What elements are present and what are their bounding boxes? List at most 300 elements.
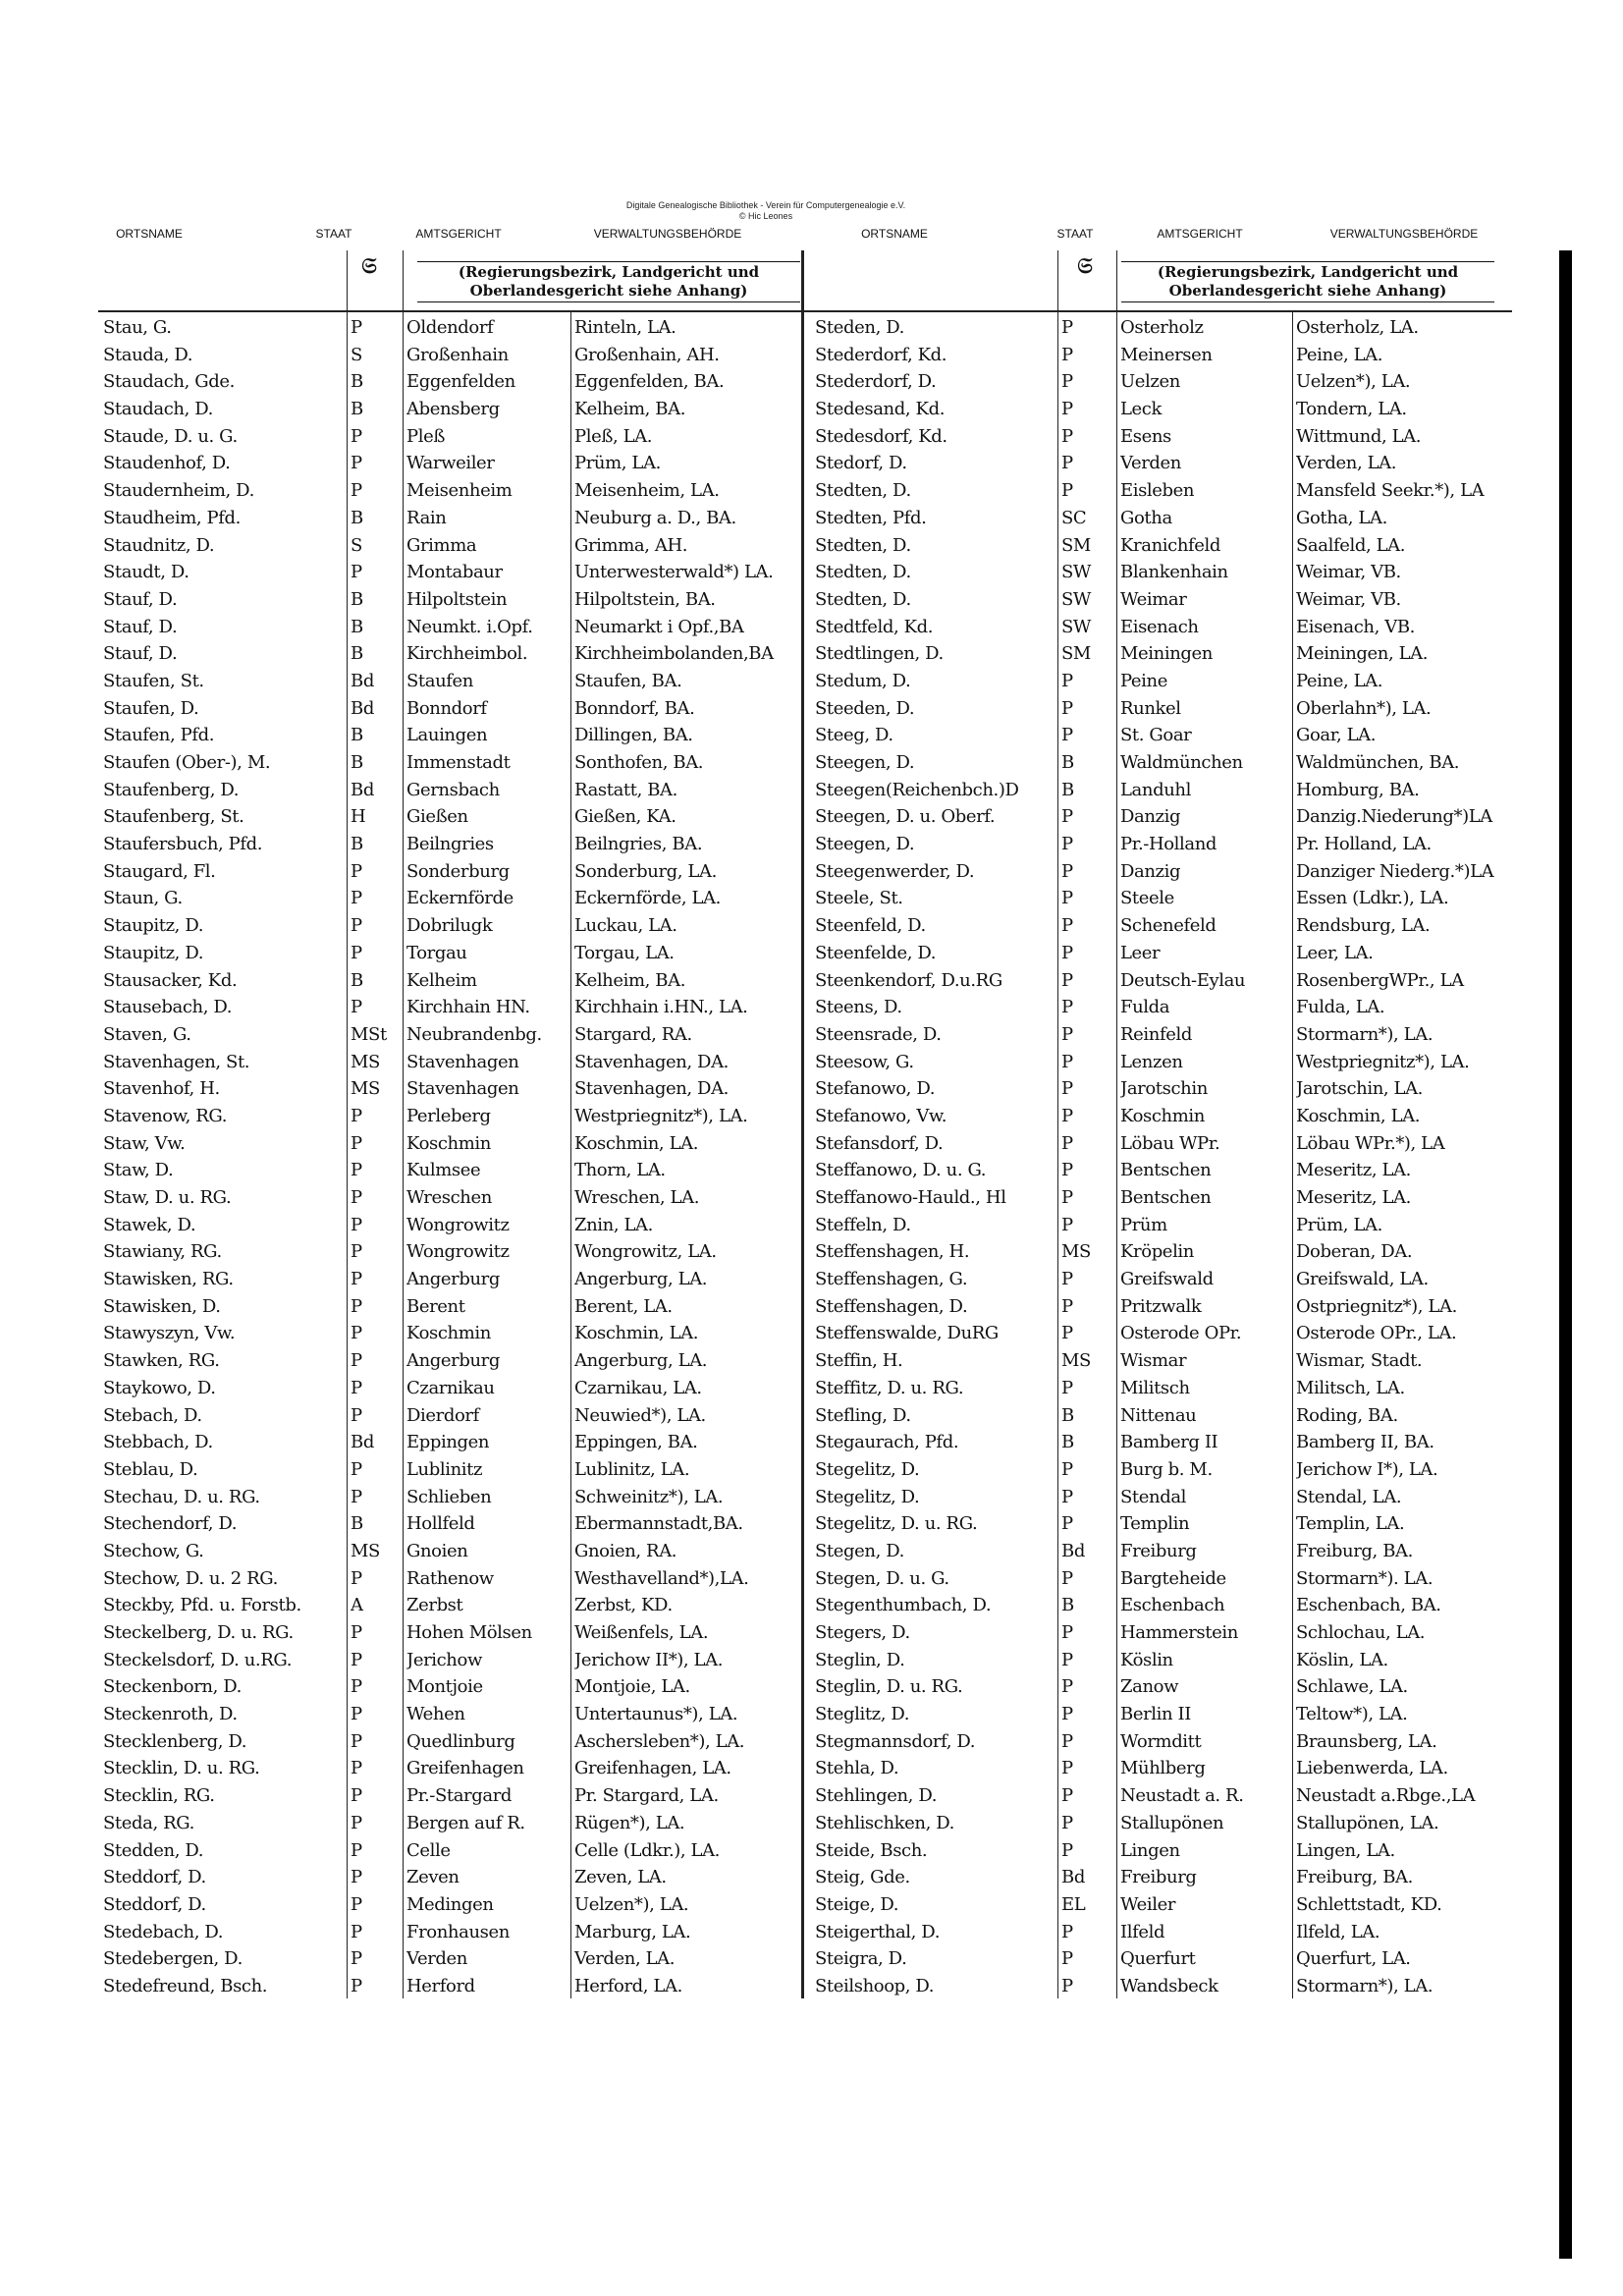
amtsgericht-cell: Lenzen	[1120, 1051, 1183, 1072]
amtsgericht-cell: Celle	[406, 1839, 451, 1861]
staat-cell: P	[1061, 453, 1073, 474]
table-row	[815, 1565, 1512, 1593]
ortsname-cell: Stedebergen, D.	[103, 1948, 243, 1970]
verwaltungsbehoerde-cell: Westpriegnitz*), LA.	[1296, 1051, 1470, 1072]
staat-cell: SM	[1061, 643, 1091, 665]
table-row	[103, 614, 800, 641]
verwaltungsbehoerde-cell: Neuwied*), LA.	[574, 1404, 706, 1426]
ortsname-cell: Staykowo, D.	[103, 1377, 216, 1398]
amtsgericht-cell: Greifswald	[1120, 1269, 1214, 1290]
ortsname-cell: Steeg, D.	[815, 725, 893, 746]
amtsgericht-cell: Gernsbach	[406, 779, 500, 800]
amtsgericht-cell: Danzig	[1120, 860, 1181, 882]
verwaltungsbehoerde-cell: Aschersleben*), LA.	[574, 1730, 745, 1752]
amtsgericht-cell: Stendal	[1120, 1486, 1187, 1507]
table-row	[103, 505, 800, 532]
ortsname-cell: Stegelitz, D.	[815, 1458, 920, 1480]
staat-cell: P	[1061, 1486, 1073, 1507]
amtsgericht-cell: Stavenhagen	[406, 1051, 519, 1072]
ortsname-cell: Steenkendorf, D.u.RG	[815, 969, 1002, 991]
amtsgericht-cell: Eggenfelden	[406, 371, 515, 393]
staat-cell: P	[1061, 1812, 1073, 1833]
staat-cell: SW	[1061, 588, 1092, 610]
verwaltungsbehoerde-cell: Gießen, KA.	[574, 806, 676, 828]
amtsgericht-cell: Kulmsee	[406, 1160, 481, 1181]
left-header-verwaltung: VERWALTUNGSBEHÖRDE	[593, 227, 742, 241]
staat-cell: P	[1061, 425, 1073, 447]
amtsgericht-cell: Burg b. M.	[1120, 1458, 1213, 1480]
right-header-amtsgericht: AMTSGERICHT	[1157, 227, 1243, 241]
staat-cell: P	[351, 1785, 362, 1807]
amtsgericht-cell: Verden	[406, 1948, 467, 1970]
verwaltungsbehoerde-cell: Mansfeld Seekr.*), LA	[1296, 480, 1485, 502]
table-row	[103, 1673, 800, 1701]
staat-cell: P	[1061, 1187, 1073, 1208]
amtsgericht-cell: Rain	[406, 507, 447, 528]
ortsname-cell: Stebach, D.	[103, 1404, 202, 1426]
verwaltungsbehoerde-cell: Eckernförde, LA.	[574, 888, 721, 909]
verwaltungsbehoerde-cell: Verden, LA.	[1296, 453, 1397, 474]
amtsgericht-cell: Templin	[1120, 1513, 1190, 1535]
table-row	[815, 1347, 1512, 1375]
amtsgericht-cell: Gnoien	[406, 1540, 468, 1561]
staat-cell: P	[1061, 1051, 1073, 1072]
amtsgericht-cell: Berent	[406, 1295, 465, 1317]
ortsname-cell: Stechow, D. u. 2 RG.	[103, 1567, 278, 1589]
staat-cell: MS	[351, 1051, 380, 1072]
amtsgericht-cell: Stavenhagen	[406, 1078, 519, 1100]
ortsname-cell: Staudenhof, D.	[103, 453, 231, 474]
staat-cell: MS	[351, 1540, 380, 1561]
verwaltungsbehoerde-cell: Torgau, LA.	[574, 942, 675, 963]
ortsname-cell: Stawiany, RG.	[103, 1241, 222, 1263]
table-row	[103, 1510, 800, 1538]
table-row	[815, 1673, 1512, 1701]
table-row	[815, 423, 1512, 451]
table-row	[815, 1945, 1512, 1973]
ortsname-cell: Steesow, G.	[815, 1051, 914, 1072]
staat-cell: MS	[1061, 1241, 1091, 1263]
staat-cell: P	[351, 1132, 362, 1154]
amtsgericht-cell: Reinfeld	[1120, 1023, 1192, 1045]
ortsname-cell: Stauda, D.	[103, 344, 193, 365]
staat-cell: S	[351, 534, 362, 556]
verwaltungsbehoerde-cell: Ostpriegnitz*), LA.	[1296, 1295, 1457, 1317]
amtsgericht-cell: Angerburg	[406, 1269, 501, 1290]
scan-edge-bar	[1559, 250, 1572, 2259]
verwaltungsbehoerde-cell: Doberan, DA.	[1296, 1241, 1413, 1263]
staat-cell: B	[351, 643, 363, 665]
ortsname-cell: Stedefreund, Bsch.	[103, 1975, 268, 1996]
verwaltungsbehoerde-cell: Angerburg, LA.	[574, 1350, 708, 1372]
verwaltungsbehoerde-cell: Danzig.Niederung*)LA	[1296, 806, 1492, 828]
amtsgericht-cell: Leck	[1120, 399, 1162, 420]
table-row	[103, 1919, 800, 1946]
verwaltungsbehoerde-cell: Beilngries, BA.	[574, 834, 703, 855]
verwaltungsbehoerde-cell: Unterwesterwald*) LA.	[574, 562, 774, 583]
verwaltungsbehoerde-cell: Herford, LA.	[574, 1975, 682, 1996]
amtsgericht-cell: Mühlberg	[1120, 1758, 1206, 1779]
table-row	[815, 1320, 1512, 1347]
verwaltungsbehoerde-cell: Köslin, LA.	[1296, 1649, 1388, 1670]
ortsname-cell: Stawisken, RG.	[103, 1269, 234, 1290]
table-row	[103, 722, 800, 749]
verwaltungsbehoerde-cell: Osterode OPr., LA.	[1296, 1323, 1457, 1344]
verwaltungsbehoerde-cell: Stargard, RA.	[574, 1023, 692, 1045]
amtsgericht-cell: Angerburg	[406, 1350, 501, 1372]
verwaltungsbehoerde-cell: Braunsberg, LA.	[1296, 1730, 1437, 1752]
ortsname-cell: Staufenberg, St.	[103, 806, 244, 828]
amtsgericht-cell: Abensberg	[406, 399, 500, 420]
ortsname-cell: Steckenborn, D.	[103, 1676, 242, 1698]
verwaltungsbehoerde-cell: Teltow*), LA.	[1296, 1704, 1408, 1725]
staat-cell: Bd	[351, 670, 374, 691]
left-staat-symbol: 𝔖	[361, 253, 377, 279]
ortsname-cell: Steda, RG.	[103, 1812, 194, 1833]
amtsgericht-cell: Dierdorf	[406, 1404, 479, 1426]
staat-cell: S	[351, 344, 362, 365]
right-gazetteer-table	[815, 314, 1512, 2000]
staat-cell: P	[351, 997, 362, 1018]
staat-cell: B	[351, 969, 363, 991]
verwaltungsbehoerde-cell: Wismar, Stadt.	[1296, 1350, 1423, 1372]
ortsname-cell: Stebbach, D.	[103, 1432, 213, 1453]
table-row	[103, 1456, 800, 1484]
table-row	[815, 1592, 1512, 1619]
amtsgericht-cell: Köslin	[1120, 1649, 1173, 1670]
table-row	[103, 1810, 800, 1837]
staat-cell: P	[1061, 888, 1073, 909]
staat-cell: P	[351, 1377, 362, 1398]
verwaltungsbehoerde-cell: Schlochau, LA.	[1296, 1622, 1426, 1643]
ortsname-cell: Steige, D.	[815, 1893, 899, 1915]
table-row	[103, 1212, 800, 1239]
staat-cell: P	[351, 1350, 362, 1372]
table-row	[815, 1510, 1512, 1538]
verwaltungsbehoerde-cell: Sonthofen, BA.	[574, 752, 704, 773]
staat-cell: P	[1061, 1730, 1073, 1752]
verwaltungsbehoerde-cell: Freiburg, BA.	[1296, 1867, 1413, 1888]
amtsgericht-cell: Bentschen	[1120, 1160, 1212, 1181]
verwaltungsbehoerde-cell: Staufen, BA.	[574, 670, 682, 691]
table-row	[103, 1157, 800, 1184]
verwaltungsbehoerde-cell: Berent, LA.	[574, 1295, 673, 1317]
staat-cell: SW	[1061, 616, 1092, 637]
verwaltungsbehoerde-cell: Schweinitz*), LA.	[574, 1486, 724, 1507]
staat-cell: B	[1061, 752, 1074, 773]
table-row	[815, 803, 1512, 831]
staat-cell: P	[1061, 1975, 1073, 1996]
ortsname-cell: Staufen (Ober-), M.	[103, 752, 271, 773]
ortsname-cell: Staudernheim, D.	[103, 480, 254, 502]
table-row	[103, 940, 800, 967]
amtsgericht-cell: Kelheim	[406, 969, 477, 991]
amtsgericht-cell: Greifenhagen	[406, 1758, 524, 1779]
amtsgericht-cell: Sonderburg	[406, 860, 510, 882]
verwaltungsbehoerde-cell: Eppingen, BA.	[574, 1432, 698, 1453]
staat-cell: P	[1061, 670, 1073, 691]
amtsgericht-cell: Neumkt. i.Opf.	[406, 616, 533, 637]
verwaltungsbehoerde-cell: Bamberg II, BA.	[1296, 1432, 1434, 1453]
amtsgericht-cell: Wongrowitz	[406, 1241, 510, 1263]
staat-cell: P	[351, 942, 362, 963]
ortsname-cell: Stechau, D. u. RG.	[103, 1486, 260, 1507]
table-row	[103, 1130, 800, 1158]
amtsgericht-cell: Esens	[1120, 425, 1171, 447]
verwaltungsbehoerde-cell: Uelzen*), LA.	[574, 1893, 689, 1915]
ortsname-cell: Staudach, D.	[103, 399, 213, 420]
verwaltungsbehoerde-cell: Greifenhagen, LA.	[574, 1758, 731, 1779]
staat-cell: MS	[351, 1078, 380, 1100]
amtsgericht-cell: Meisenheim	[406, 480, 513, 502]
staat-cell: P	[1061, 915, 1073, 937]
staat-cell: P	[351, 1948, 362, 1970]
staat-cell: P	[1061, 1269, 1073, 1290]
amtsgericht-cell: Dobrilugk	[406, 915, 493, 937]
staat-cell: SM	[1061, 534, 1091, 556]
verwaltungsbehoerde-cell: Bonndorf, BA.	[574, 697, 695, 719]
amtsgericht-cell: Osterholz	[1120, 317, 1204, 338]
staat-cell: P	[351, 1241, 362, 1263]
staat-cell: P	[1061, 480, 1073, 502]
table-row	[815, 1456, 1512, 1484]
table-row	[103, 368, 800, 396]
verwaltungsbehoerde-cell: Meiningen, LA.	[1296, 643, 1429, 665]
staat-cell: Bd	[351, 779, 374, 800]
ortsname-cell: Stecklin, D. u. RG.	[103, 1758, 260, 1779]
ortsname-cell: Staufen, D.	[103, 697, 199, 719]
table-row	[103, 342, 800, 369]
table-row	[815, 1755, 1512, 1782]
staat-cell: B	[351, 616, 363, 637]
verwaltungsbehoerde-cell: Koschmin, LA.	[574, 1323, 699, 1344]
amtsgericht-cell: Pr.-Holland	[1120, 834, 1217, 855]
table-row	[103, 1429, 800, 1456]
ortsname-cell: Stegen, D. u. G.	[815, 1567, 949, 1589]
verwaltungsbehoerde-cell: Goar, LA.	[1296, 725, 1377, 746]
ortsname-cell: Stau, G.	[103, 317, 172, 338]
header-divider	[98, 310, 1512, 312]
table-row	[815, 777, 1512, 804]
staat-cell: P	[351, 1404, 362, 1426]
verwaltungsbehoerde-cell: Rügen*), LA.	[574, 1812, 685, 1833]
verwaltungsbehoerde-cell: Sonderburg, LA.	[574, 860, 717, 882]
staat-cell: P	[1061, 806, 1073, 828]
ortsname-cell: Steeden, D.	[815, 697, 915, 719]
note-line-2: Oberlandesgericht siehe Anhang)	[1168, 282, 1447, 300]
verwaltungsbehoerde-cell: Fulda, LA.	[1296, 997, 1385, 1018]
verwaltungsbehoerde-cell: Stendal, LA.	[1296, 1486, 1402, 1507]
table-row	[815, 1619, 1512, 1647]
amtsgericht-cell: Gießen	[406, 806, 468, 828]
staat-cell: P	[1061, 942, 1073, 963]
amtsgericht-cell: Eisenach	[1120, 616, 1199, 637]
staat-cell: Bd	[351, 697, 374, 719]
ortsname-cell: Steffin, H.	[815, 1350, 903, 1372]
table-row	[103, 314, 800, 342]
amtsgericht-cell: Hohen Mölsen	[406, 1622, 532, 1643]
ortsname-cell: Stederdorf, D.	[815, 371, 937, 393]
staat-cell: P	[351, 425, 362, 447]
verwaltungsbehoerde-cell: Rinteln, LA.	[574, 317, 676, 338]
ortsname-cell: Steilshoop, D.	[815, 1975, 935, 1996]
amtsgericht-cell: Löbau WPr.	[1120, 1132, 1220, 1154]
ortsname-cell: Stefansdorf, D.	[815, 1132, 944, 1154]
ortsname-cell: Staugard, Fl.	[103, 860, 216, 882]
ortsname-cell: Steblau, D.	[103, 1458, 198, 1480]
staat-cell: P	[351, 1323, 362, 1344]
staat-cell: P	[351, 317, 362, 338]
verwaltungsbehoerde-cell: Liebenwerda, LA.	[1296, 1758, 1448, 1779]
table-row	[103, 1945, 800, 1973]
table-row	[815, 722, 1512, 749]
staat-cell: P	[1061, 834, 1073, 855]
verwaltungsbehoerde-cell: Freiburg, BA.	[1296, 1540, 1413, 1561]
ortsname-cell: Steffenshagen, G.	[815, 1269, 968, 1290]
table-row	[815, 1728, 1512, 1756]
table-row	[815, 1701, 1512, 1728]
ortsname-cell: Stegaurach, Pfd.	[815, 1432, 959, 1453]
staat-cell: P	[351, 1486, 362, 1507]
amtsgericht-cell: Neubrandenbg.	[406, 1023, 542, 1045]
amtsgericht-cell: Koschmin	[406, 1323, 491, 1344]
amtsgericht-cell: Verden	[1120, 453, 1181, 474]
ortsname-cell: Staudheim, Pfd.	[103, 507, 241, 528]
amtsgericht-cell: Bentschen	[1120, 1187, 1212, 1208]
staat-cell: EL	[1061, 1893, 1086, 1915]
ortsname-cell: Steffenshagen, H.	[815, 1241, 970, 1263]
table-row	[103, 1049, 800, 1076]
table-row	[815, 314, 1512, 342]
ortsname-cell: Stedten, Pfd.	[815, 507, 927, 528]
staat-cell: B	[351, 834, 363, 855]
ortsname-cell: Stedten, D.	[815, 480, 911, 502]
verwaltungsbehoerde-cell: Westhavelland*),LA.	[574, 1567, 749, 1589]
ortsname-cell: Steckenroth, D.	[103, 1704, 238, 1725]
table-row	[103, 1973, 800, 2000]
left-header-amtsgericht: AMTSGERICHT	[415, 227, 502, 241]
ortsname-cell: Steglin, D.	[815, 1649, 905, 1670]
staat-cell: P	[1061, 1105, 1073, 1126]
staat-cell: P	[1061, 399, 1073, 420]
staat-cell: B	[351, 752, 363, 773]
amtsgericht-cell: Montabaur	[406, 562, 503, 583]
table-row	[103, 1647, 800, 1674]
ortsname-cell: Steffeln, D.	[815, 1214, 911, 1235]
ortsname-cell: Staw, Vw.	[103, 1132, 186, 1154]
table-row	[103, 1238, 800, 1266]
verwaltungsbehoerde-cell: Thorn, LA.	[574, 1160, 666, 1181]
verwaltungsbehoerde-cell: Verden, LA.	[574, 1948, 676, 1970]
verwaltungsbehoerde-cell: Osterholz, LA.	[1296, 317, 1419, 338]
verwaltungsbehoerde-cell: Prüm, LA.	[1296, 1214, 1382, 1235]
ortsname-cell: Stawyszyn, Vw.	[103, 1323, 236, 1344]
table-row	[815, 1157, 1512, 1184]
ortsname-cell: Stehla, D.	[815, 1758, 899, 1779]
left-column-note	[417, 261, 800, 302]
ortsname-cell: Stechow, G.	[103, 1540, 204, 1561]
amtsgericht-cell: Koschmin	[406, 1132, 491, 1154]
staat-cell: P	[1061, 1622, 1073, 1643]
table-row	[103, 695, 800, 723]
table-row	[815, 368, 1512, 396]
staat-cell: P	[1061, 1513, 1073, 1535]
amtsgericht-cell: Czarnikau	[406, 1377, 495, 1398]
table-row	[103, 532, 800, 560]
table-row	[815, 831, 1512, 858]
amtsgericht-cell: Wehen	[406, 1704, 465, 1725]
verwaltungsbehoerde-cell: Militsch, LA.	[1296, 1377, 1405, 1398]
verwaltungsbehoerde-cell: Stavenhagen, DA.	[574, 1078, 729, 1100]
staat-cell: P	[351, 1975, 362, 1996]
verwaltungsbehoerde-cell: Rastatt, BA.	[574, 779, 677, 800]
staat-cell: P	[351, 1622, 362, 1643]
amtsgericht-cell: Herford	[406, 1975, 475, 1996]
table-row	[815, 586, 1512, 614]
verwaltungsbehoerde-cell: Neustadt a.Rbge.,LA	[1296, 1785, 1476, 1807]
verwaltungsbehoerde-cell: Stormarn*). LA.	[1296, 1567, 1434, 1589]
staat-cell: P	[351, 1567, 362, 1589]
verwaltungsbehoerde-cell: Schlettstadt, KD.	[1296, 1893, 1442, 1915]
table-row	[815, 967, 1512, 995]
verwaltungsbehoerde-cell: Jerichow I*), LA.	[1296, 1458, 1438, 1480]
amtsgericht-cell: Quedlinburg	[406, 1730, 515, 1752]
amtsgericht-cell: Weiler	[1120, 1893, 1176, 1915]
amtsgericht-cell: Eckernförde	[406, 888, 514, 909]
staat-cell: P	[1061, 860, 1073, 882]
table-row	[815, 1864, 1512, 1891]
staat-cell: P	[1061, 697, 1073, 719]
staat-cell: P	[351, 1187, 362, 1208]
table-row	[815, 1266, 1512, 1293]
verwaltungsbehoerde-cell: Zerbst, KD.	[574, 1595, 673, 1616]
amtsgericht-cell: Bargteheide	[1120, 1567, 1226, 1589]
table-row	[103, 1075, 800, 1103]
ortsname-cell: Steide, Bsch.	[815, 1839, 928, 1861]
verwaltungsbehoerde-cell: Meseritz, LA.	[1296, 1160, 1411, 1181]
staat-cell: P	[1061, 1839, 1073, 1861]
amtsgericht-cell: Gotha	[1120, 507, 1172, 528]
table-row	[815, 1049, 1512, 1076]
table-row	[815, 749, 1512, 777]
ortsname-cell: Steegenwerder, D.	[815, 860, 975, 882]
ortsname-cell: Stegers, D.	[815, 1622, 910, 1643]
staat-cell: B	[1061, 1404, 1074, 1426]
table-row	[815, 1538, 1512, 1565]
verwaltungsbehoerde-cell: Neumarkt i Opf.,BA	[574, 616, 744, 637]
table-row	[103, 1592, 800, 1619]
verwaltungsbehoerde-cell: Jerichow II*), LA.	[574, 1649, 724, 1670]
staat-cell: P	[351, 562, 362, 583]
staat-cell: B	[351, 588, 363, 610]
table-row	[815, 1782, 1512, 1810]
amtsgericht-cell: Zerbst	[406, 1595, 463, 1616]
ortsname-cell: Stefanowo, Vw.	[815, 1105, 947, 1126]
verwaltungsbehoerde-cell: Peine, LA.	[1296, 670, 1383, 691]
table-row	[103, 640, 800, 668]
table-row	[815, 695, 1512, 723]
ortsname-cell: Steffanowo, D. u. G.	[815, 1160, 987, 1181]
ortsname-cell: Steigra, D.	[815, 1948, 907, 1970]
ortsname-cell: Stecklenberg, D.	[103, 1730, 247, 1752]
amtsgericht-cell: Neustadt a. R.	[1120, 1785, 1244, 1807]
amtsgericht-cell: Deutsch-Eylau	[1120, 969, 1246, 991]
staat-cell: P	[1061, 1295, 1073, 1317]
table-row	[815, 1103, 1512, 1130]
ortsname-cell: Staufen, Pfd.	[103, 725, 215, 746]
ortsname-cell: Stedtfeld, Kd.	[815, 616, 934, 637]
verwaltungsbehoerde-cell: Luckau, LA.	[574, 915, 677, 937]
